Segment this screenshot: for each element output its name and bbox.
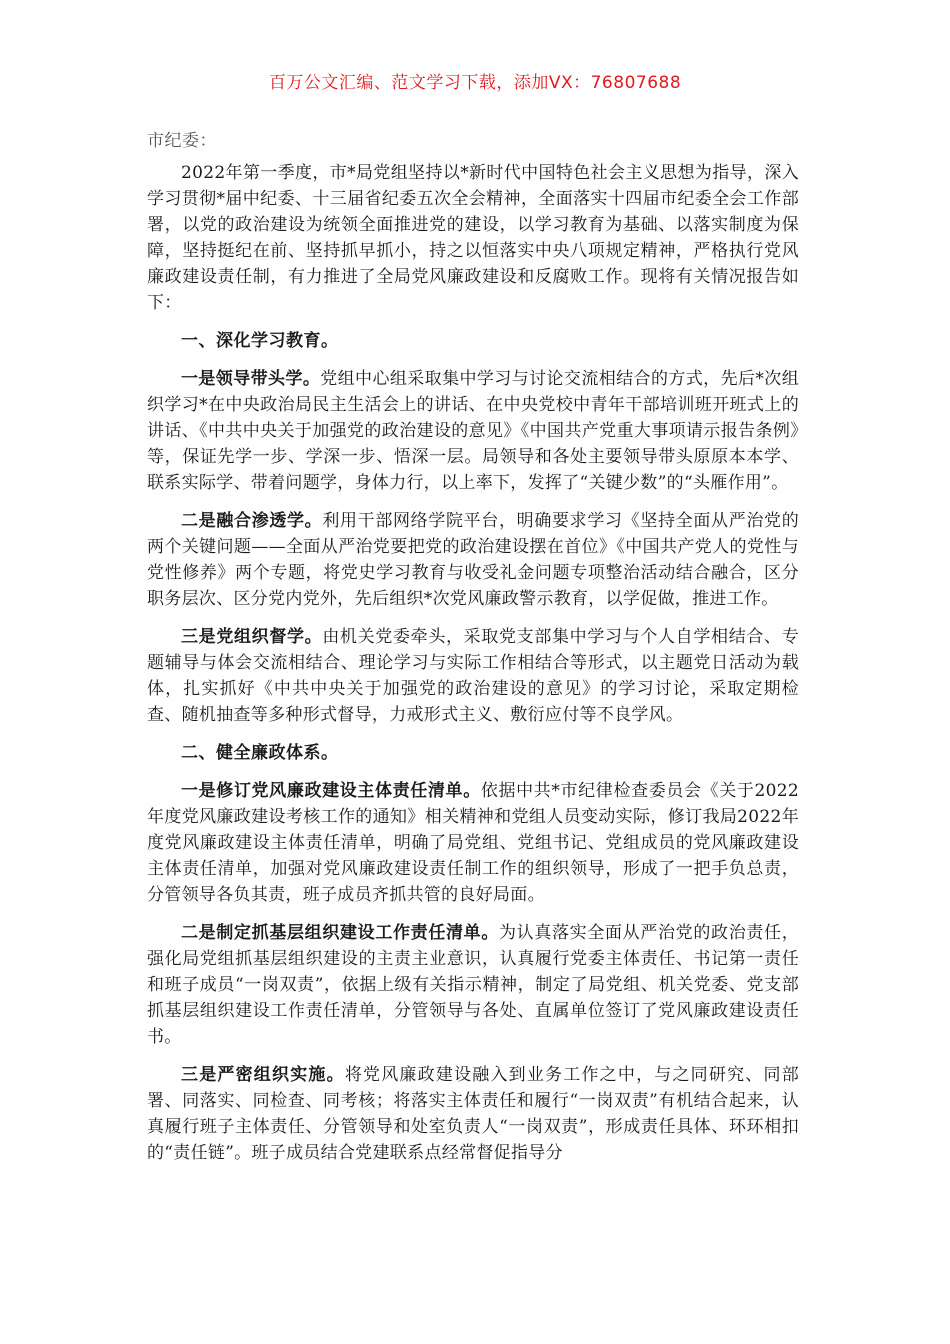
item-text: 由机关党委牵头，采取党支部集中学习与个人自学相结合、专题辅导与体会交流相结合、理论学习与实际工作相结合等形式，以主题党日活动为载体，扎实抓好《中共中央关于加强党的政治建设的意见》的学习讨论，采取定期检查、随机抽查等多种形式督导，力戒形式主义、敷衍应付等不良学风。 [147, 627, 799, 725]
download-watermark-header: 百万公文汇编、范文学习下载，添加VX：76807688 [268, 73, 682, 93]
integrity-item-responsibility-list [147, 778, 799, 908]
item-text: 将党风廉政建设融入到业务工作之中，与之同研究、同部署、同落实、同检查、同考核；将落实主体责任和履行“一岗双责”有机结合起来，认真履行班子主体责任、分管领导和处室负责人“一岗双责”，形成责任具体、环环相扣的“责任链”。班子成员结合党建联系点经常督促指导分 [147, 1065, 799, 1163]
item-lead: 三是严密组织实施。 [181, 1065, 345, 1085]
item-text: 依据中共*市纪律检查委员会《关于2022年度党风廉政建设考核工作的通知》相关精神和党组人员变动实际，修订我局2022年度党风廉政建设主体责任清单，明确了局党组、党组书记、党组成员的党风廉政建设主体责任清单，加强对党风廉政建设责任制工作的组织领导，形成了一把手负总责，分管领导各负其责，班子成员齐抓共管的良好局面。 [147, 781, 800, 905]
item-text: 利用干部网络学院平台，明确要求学习《坚持全面从严治党的两个关键问题——全面从严治党要把党的政治建设摆在首位》《中国共产党人的党性与党性修养》两个专题，将党史学习教育与收受礼金问题专项整治活动结合融合，区分职务层次、区分党内党外，先后组织*次党风廉政警示教育，以学促做，推进工作。 [147, 511, 799, 609]
item-lead: 一是修订党风廉政建设主体责任清单。 [181, 781, 481, 801]
item-lead: 二是融合渗透学。 [181, 511, 323, 531]
intro-paragraph: 2022年第一季度，市*局党组坚持以*新时代中国特色社会主义思想为指导，深入学习贯彻*届中纪委、十三届省纪委五次全会精神，全面落实十四届市纪委全会工作部署，以党的政治建设为统领全面推进党的建设，以学习教育为基础、以落实制度为保障，坚持挺纪在前、坚持抓早抓小，持之以恒落实中央八项规定精神，严格执行党风廉政建设责任制，有力推进了全局党风廉政建设和反腐败工作。现将有关情况报告如下： [147, 163, 799, 313]
study-item-integration [147, 508, 799, 612]
item-lead: 一是领导带头学。 [181, 369, 321, 389]
section-heading-study-education: 一、深化学习教育。 [181, 331, 339, 351]
integrity-item-grassroots-list [147, 920, 799, 1050]
item-text: 党组中心组采取集中学习与讨论交流相结合的方式，先后*次组织学习*在中央政治局民主生活会上的讲话、在中央党校中青年干部培训班开班式上的讲话、《中共中央关于加强党的政治建设的意见》《中国共产党重大事项请示报告条例》等，保证先学一步、学深一步、悟深一层。局领导和各处主要领导带头原原本本学、联系实际学、带着问题学，身体力行，以上率下，发挥了“关键少数”的“头雁作用”。 [147, 369, 799, 493]
item-lead: 三是党组织督学。 [181, 627, 323, 647]
item-lead: 二是制定抓基层组织建设工作责任清单。 [181, 923, 500, 943]
integrity-item-implementation [147, 1062, 799, 1166]
report-document [147, 128, 799, 1178]
section-heading-integrity-system: 二、健全廉政体系。 [181, 743, 339, 763]
item-text: 为认真落实全面从严治党的政治责任，强化局党组抓基层组织建设的主责主业意识，认真履行党委主体责任、书记第一责任和班子成员“一岗双责”，依据上级有关指示精神，制定了局党组、机关党委、党支部抓基层组织建设工作责任清单，分管领导与各处、直属单位签订了党风廉政建设责任书。 [147, 923, 799, 1047]
salutation: 市纪委： [147, 131, 217, 151]
study-item-leaders [147, 366, 799, 496]
study-item-supervision [147, 624, 799, 728]
